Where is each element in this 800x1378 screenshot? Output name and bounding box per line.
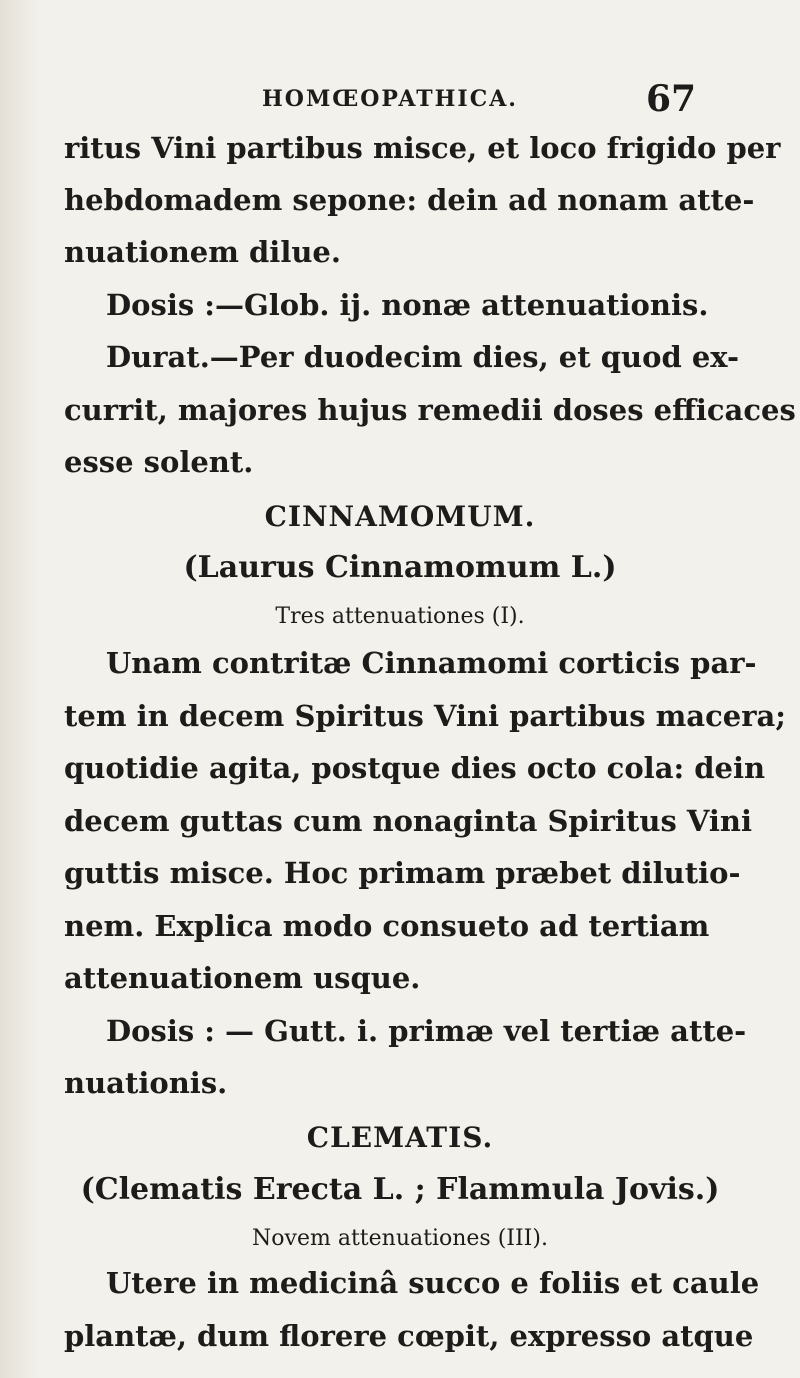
section-title-cinnamomum: CINNAMOMUM. (264, 500, 536, 533)
text-line: ritus Vini partibus misce, et loco frigido per (64, 131, 781, 165)
text-line: nuationem dilue. (64, 235, 341, 269)
text-line: nuationis. (64, 1066, 228, 1100)
section-title-clematis: CLEMATIS. (306, 1121, 494, 1154)
text-line: attenuationem usque. (64, 961, 421, 995)
text-line: Utere in medicinâ succo e foliis et caule (106, 1266, 760, 1300)
page-header (0, 78, 800, 118)
text-line: Durat.—Per duodecim dies, et quod ex- (106, 340, 740, 374)
section-attenuations: Novem attenuationes (III). (252, 1226, 548, 1251)
text-line: quotidie agita, postque dies octo cola: dein (64, 751, 766, 785)
text-line: esse solent. (64, 445, 254, 479)
text-line: guttis misce. Hoc primam præbet dilutio- (64, 856, 741, 890)
dosis-line: Dosis : — Gutt. i. primæ vel tertiæ atte- (106, 1014, 747, 1048)
text-line: currit, majores hujus remedii doses efficaces (64, 393, 796, 427)
section-latin-name: (Clematis Erecta L. ; Flammula Jovis.) (80, 1172, 720, 1207)
text-line: plantæ, dum florere cœpit, expresso atque (64, 1319, 754, 1353)
text-line: tem in decem Spiritus Vini partibus macera; (64, 699, 786, 733)
text-line: hebdomadem sepone: dein ad nonam atte- (64, 183, 755, 217)
text-line: Unam contritæ Cinnamomi corticis par- (106, 646, 757, 680)
text-line: decem guttas cum nonaginta Spiritus Vini (64, 804, 753, 838)
page-number: 67 (646, 78, 697, 120)
section-attenuations: Tres attenuationes (I). (275, 604, 525, 629)
dosis-line: Dosis :—Glob. ij. nonæ attenuationis. (106, 288, 709, 322)
running-title: HOMŒOPATHICA. (262, 86, 518, 112)
text-line: nem. Explica modo consueto ad tertiam (64, 909, 710, 943)
section-latin-name: (Laurus Cinnamomum L.) (183, 550, 617, 585)
